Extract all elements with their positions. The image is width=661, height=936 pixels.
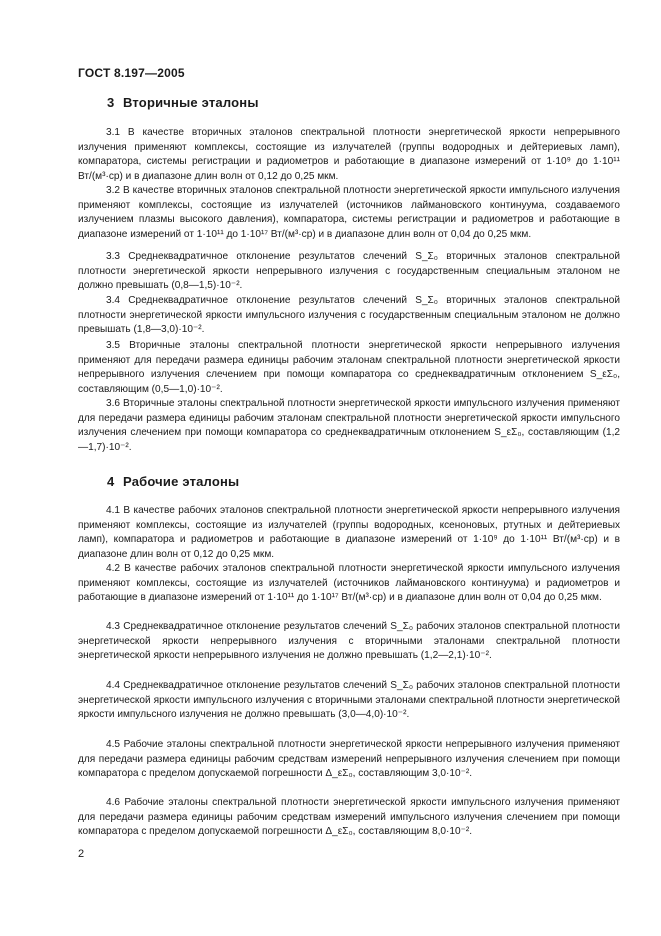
section-3-title: Вторичные эталоны [123,95,259,110]
paragraph-3-5: 3.5 Вторичные эталоны спектральной плотности энергетической яркости непрерывного излучения применяют для передачи размера единицы рабочим эталонам спектральной плотности энергетической яркости непрерывного излучения слечением при помощи компаратора со среднеквадратичным отклонением S_εΣ₀, составляющим (0,5—1,0)·10⁻². [78,340,620,395]
paragraph-3-4: 3.4 Среднеквадратичное отклонение результатов слечений S_Σ₀ вторичных эталонов спектральной плотности энергетической яркости импульсного излучения с государственным специальным эталоном не должно превышать (1,8—3,0)·10⁻². [78,295,620,336]
standard-code-header: ГОСТ 8.197—2005 [78,66,185,80]
paragraph-4-3: 4.3 Среднеквадратичное отклонение результатов слечений S_Σ₀ рабочих эталонов спектральной плотности энергетической яркости непрерывного излучения с вторичными эталонами спектральной плотности энергетической яркости непрерывного излучения не должно превышать (1,2—2,1)·10⁻². [78,621,620,662]
section-3-heading [107,95,259,110]
paragraph-4-2: 4.2 В качестве рабочих эталонов спектральной плотности энергетической яркости импульсного излучения применяют комплексы, состоящие из излучателей (источников лаймановского континуума) и радиометров и работающие в диапазоне измерений от 1·10¹¹ до 1·10¹⁷ Вт/(м³·ср) и в диапазоне длин волн от 0,04 до 0,25 мкм. [78,563,620,604]
paragraph-3-6: 3.6 Вторичные эталоны спектральной плотности энергетической яркости импульсного излучения применяют для передачи размера единицы рабочим эталонам спектральной плотности энергетической яркости импульсного излучения слечением при помощи компаратора со среднеквадратичным отклонением S_εΣ₀, составляющим (1,2—1,7)·10⁻². [78,398,620,453]
section-4-title: Рабочие эталоны [123,474,240,489]
paragraph-3-1: 3.1 В качестве вторичных эталонов спектральной плотности энергетической яркости непрерывного излучения применяют комплексы, состоящие из излучателей (группы водородных и дейтериевых ламп), компаратора, системы регистрации и радиометров и работающие в диапазоне измерений от 1·10⁹ до 1·10¹¹ Вт/(м³·ср) и в диапазоне длин волн от 0,12 до 0,25 мкм. [78,127,620,182]
paragraph-3-3: 3.3 Среднеквадратичное отклонение результатов слечений S_Σ₀ вторичных эталонов спектральной плотности энергетической яркости непрерывного излучения с государственным специальным эталоном не должно превышать (0,8—1,5)·10⁻². [78,251,620,292]
section-3-number: 3 [107,95,115,110]
section-4-heading [107,474,239,489]
paragraph-3-2: 3.2 В качестве вторичных эталонов спектральной плотности энергетической яркости импульсного излучения применяют комплексы, состоящие из излучателей (источников лаймановского континуума, создаваемого излучением плазмы высокого давления), компаратора, системы регистрации и радиометров и работающие в диапазоне измерений от 1·10¹¹ до 1·10¹⁷ Вт/(м³·ср) и в диапазоне длин волн от 0,04 до 0,25 мкм. [78,185,620,240]
paragraph-4-5: 4.5 Рабочие эталоны спектральной плотности энергетической яркости непрерывного излучения применяют для передачи размера единицы рабочим средствам измерений непрерывного излучения слечением при помощи компаратора с пределом допускаемой погрешности Δ_εΣ₀, составляющим 3,0·10⁻². [78,739,620,780]
paragraph-4-6: 4.6 Рабочие эталоны спектральной плотности энергетической яркости импульсного излучения применяют для передачи размера единицы рабочим средствам измерений импульсного излучения слечением при помощи компаратора с пределом допускаемой погрешности Δ_εΣ₀, составляющим 8,0·10⁻². [78,797,620,838]
page-number: 2 [78,848,85,860]
paragraph-4-1: 4.1 В качестве рабочих эталонов спектральной плотности энергетической яркости непрерывного излучения применяют комплексы, состоящие из излучателей (группы водородных, ксеноновых, ртутных и дейтериевых ламп), компаратора и радиометров и работающие в диапазоне измерений от 1·10⁹ до 1·10¹¹ Вт/(м³·ср) и в диапазоне длин волн от 0,12 до 0,25 мкм. [78,505,620,560]
section-4-number: 4 [107,474,115,489]
paragraph-4-4: 4.4 Среднеквадратичное отклонение результатов слечений S_Σ₀ рабочих эталонов спектральной плотности энергетической яркости импульсного излучения с вторичными эталонами спектральной плотности энергетической яркости импульсного излучения не должно превышать (3,0—4,0)·10⁻². [78,680,620,721]
